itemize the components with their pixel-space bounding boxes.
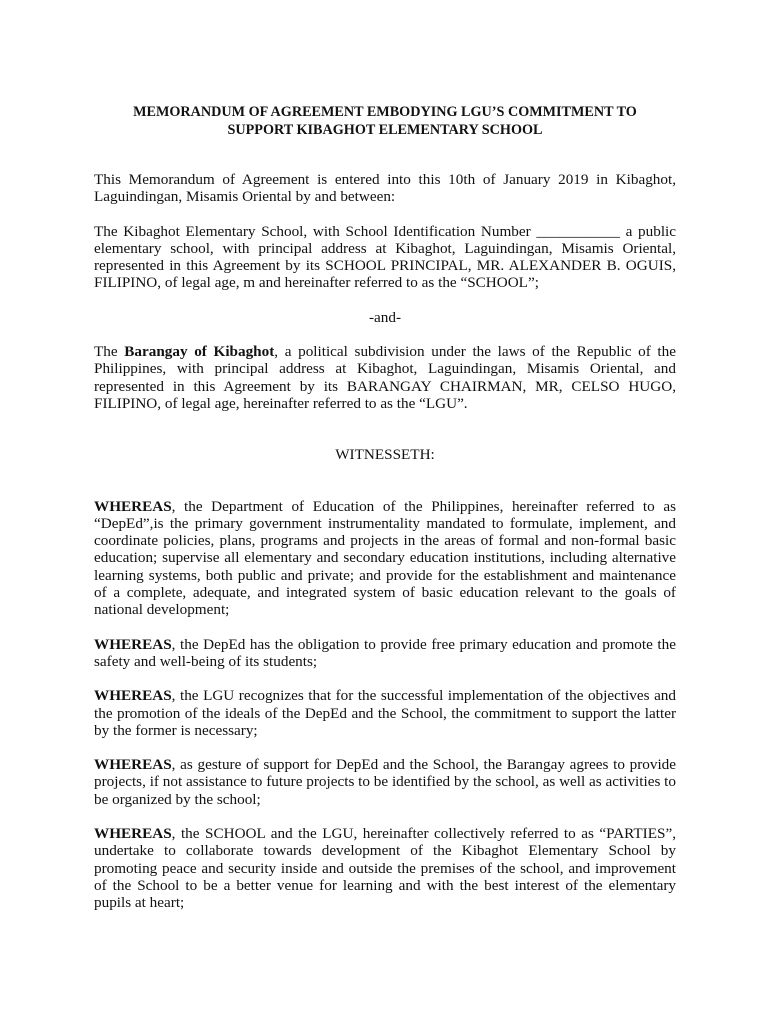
whereas-label: WHEREAS: [94, 687, 172, 705]
and-separator: -and-: [368, 308, 402, 326]
whereas-clause-1: [94, 498, 676, 619]
lgu-rest: , a political subdivision under the laws of the Republic of the Philippines, with principal address at Kibaghot, Laguindingan, Misamis Oriental, and represented in this Agreement by its BARANGAY CHAIRMAN, MR, CELSO HUGO, FILIPINO, of legal age, hereinafter referred to as the “LGU”.: [94, 343, 676, 412]
whereas-clause-3: [94, 687, 676, 739]
title-line-1: MEMORANDUM OF AGREEMENT EMBODYING LGU’S COMMITMENT TO: [133, 104, 637, 120]
whereas-text: , the Department of Education of the Philippines, hereinafter referred to as “DepEd”,is the primary government instrumentality mandated to formulate, implement, and coordinate policies, plans, programs and projects in the areas of formal and non-formal basic education; supervise all elementary and secondary education institutions, including alternative learning systems, both public and private; and provide for the establishment and maintenance of a complete, adequate, and integrated system of basic education relevant to the goals of national development;: [94, 497, 676, 619]
whereas-text: , the DepEd has the obligation to provide free primary education and promote the safety and well-being of its students;: [94, 635, 676, 670]
whereas-label: WHEREAS: [94, 497, 172, 515]
whereas-clause-4: [94, 756, 676, 808]
document-title: [94, 104, 676, 139]
lgu-party-paragraph: [94, 343, 676, 412]
intro-paragraph: This Memorandum of Agreement is entered into this 10th of January 2019 in Kibaghot, Laguindingan, Misamis Oriental by and between:: [94, 171, 676, 206]
whereas-text: , the SCHOOL and the LGU, hereinafter collectively referred to as “PARTIES”, undertake to collaborate towards development of the Kibaghot Elementary School by promoting peace and security inside and outside the premises of the school, and improvement of the School to be a better venue for learning and with the best interest of the elementary pupils at heart;: [94, 825, 676, 912]
whereas-text: , as gesture of support for DepEd and the School, the Barangay agrees to provide projects, if not assistance to future projects to be identified by the school, as well as activities to be organized by the school;: [94, 756, 676, 808]
witnesseth-heading: WITNESSETH:: [335, 446, 435, 464]
whereas-clause-2: [94, 636, 676, 671]
document-page: [94, 104, 676, 912]
whereas-label: WHEREAS: [94, 825, 172, 843]
lgu-name: Barangay of Kibaghot: [124, 343, 275, 361]
school-party-paragraph: The Kibaghot Elementary School, with School Identification Number ___________ a public elementary school, with principal address at Kibaghot, Laguindingan, Misamis Oriental, represented in this Agreement by its SCHOOL PRINCIPAL, MR. ALEXANDER B. OGUIS, FILIPINO, of legal age, m and hereinafter referred to as the “SCHOOL”;: [94, 222, 676, 292]
whereas-text: , the LGU recognizes that for the successful implementation of the objectives and the promotion of the ideals of the DepEd and the School, the commitment to support the latter by the former is necessary;: [94, 687, 676, 739]
lgu-prefix: The: [94, 343, 125, 361]
title-line-2: SUPPORT KIBAGHOT ELEMENTARY SCHOOL: [227, 121, 543, 138]
whereas-label: WHEREAS: [94, 635, 172, 653]
whereas-label: WHEREAS: [94, 756, 172, 774]
whereas-clause-5: [94, 825, 676, 911]
